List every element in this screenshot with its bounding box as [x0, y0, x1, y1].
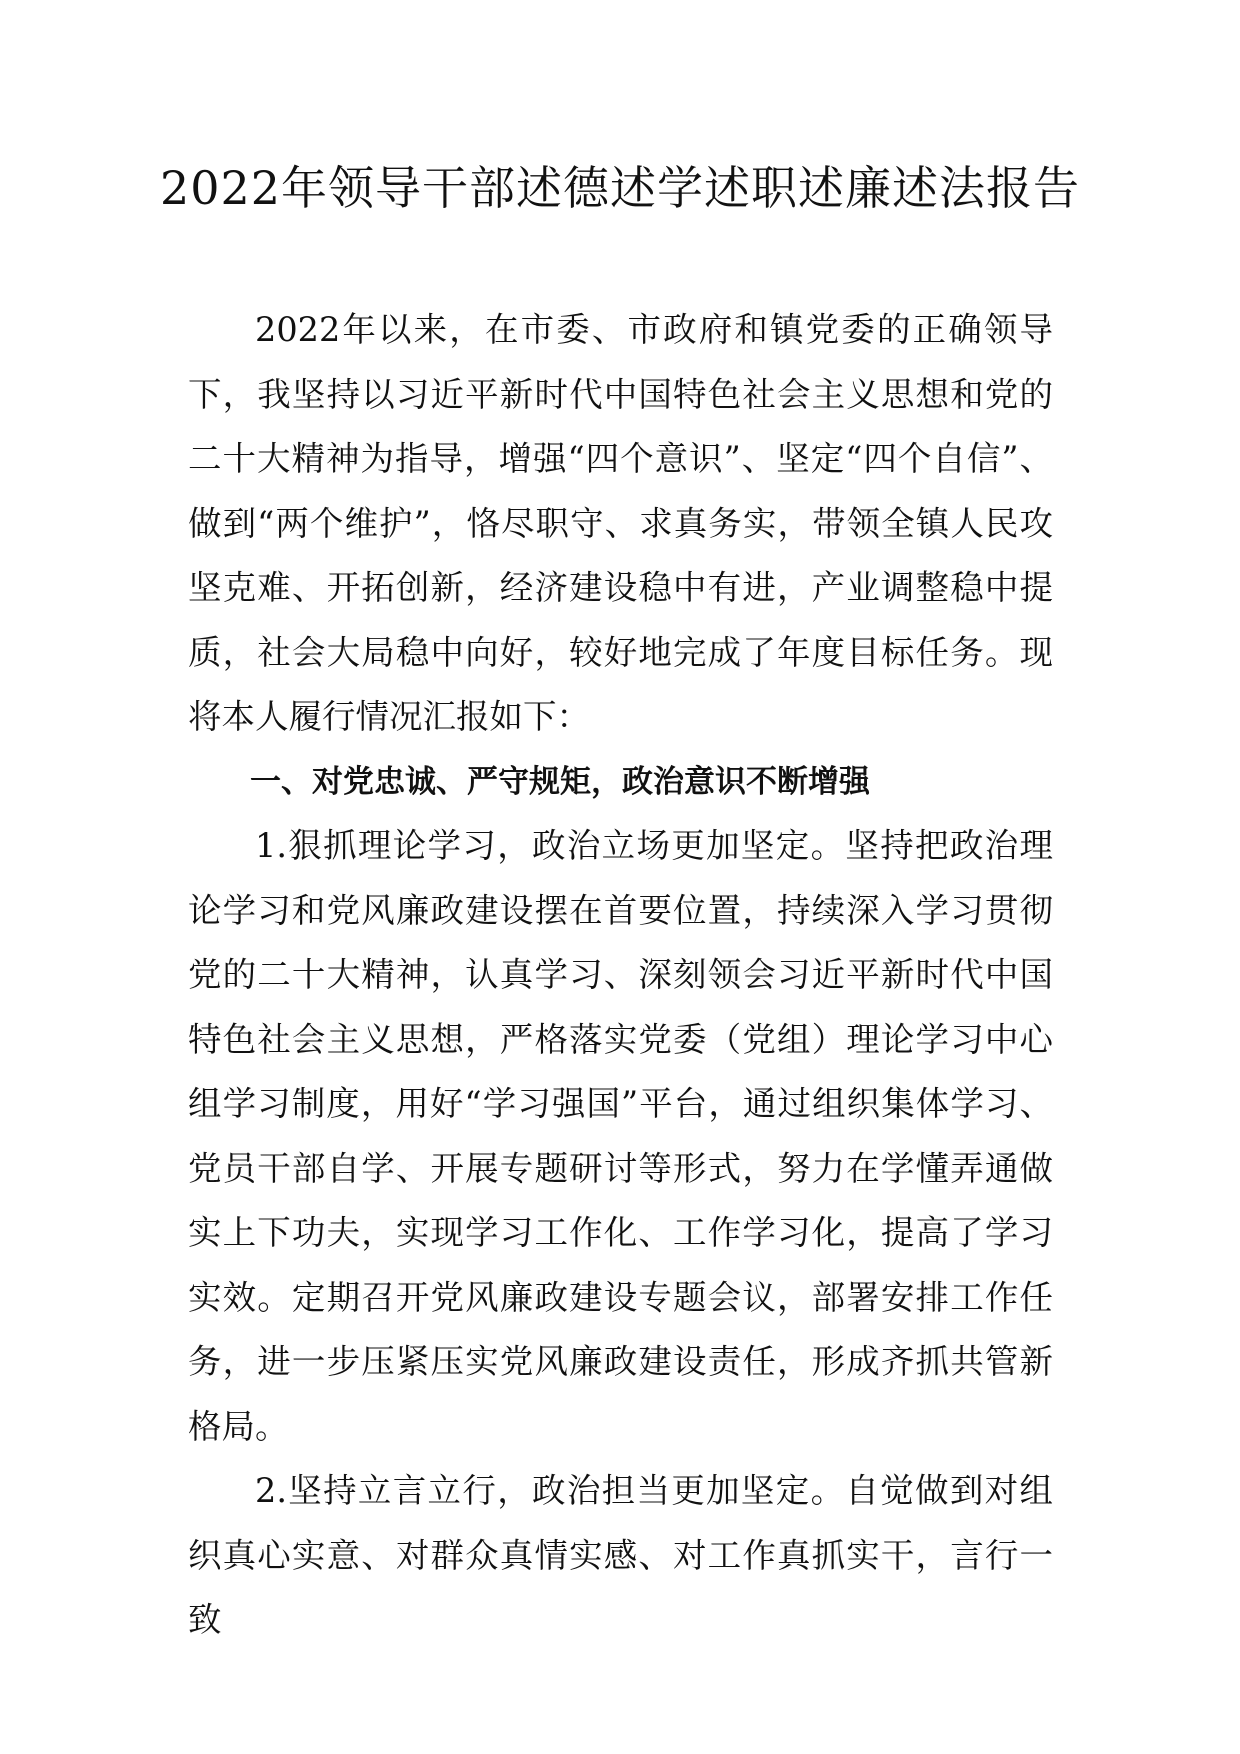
document-body: [188, 298, 1053, 1653]
section-heading-1: 一、对党忠诚、严守规矩，政治意识不断增强: [250, 763, 870, 800]
item-paragraph-2: 2.坚持立言立行，政治担当更加坚定。自觉做到对组织真心实意、对群众真情实感、对工作真抓实干，言行一致: [188, 1471, 1053, 1639]
intro-paragraph: 2022年以来，在市委、市政府和镇党委的正确领导下，我坚持以习近平新时代中国特色社会主义思想和党的二十大精神为指导，增强“四个意识”、坚定“四个自信”、做到“两个维护”，恪尽职守、求真务实，带领全镇人民攻坚克难、开拓创新，经济建设稳中有进，产业调整稳中提质，社会大局稳中向好，较好地完成了年度目标任务。现将本人履行情况汇报如下：: [188, 310, 1053, 736]
item-paragraph-1: 1.狠抓理论学习，政治立场更加坚定。坚持把政治理论学习和党风廉政建设摆在首要位置，持续深入学习贯彻党的二十大精神，认真学习、深刻领会习近平新时代中国特色社会主义思想，严格落实党委（党组）理论学习中心组学习制度，用好“学习强国”平台，通过组织集体学习、党员干部自学、开展专题研讨等形式，努力在学懂弄通做实上下功夫，实现学习工作化、工作学习化，提高了学习实效。定期召开党风廉政建设专题会议，部署安排工作任务，进一步压紧压实党风廉政建设责任，形成齐抓共管新格局。: [188, 826, 1053, 1446]
document-title: 2022年领导干部述德述学述职述廉述法报告: [159, 161, 1081, 215]
